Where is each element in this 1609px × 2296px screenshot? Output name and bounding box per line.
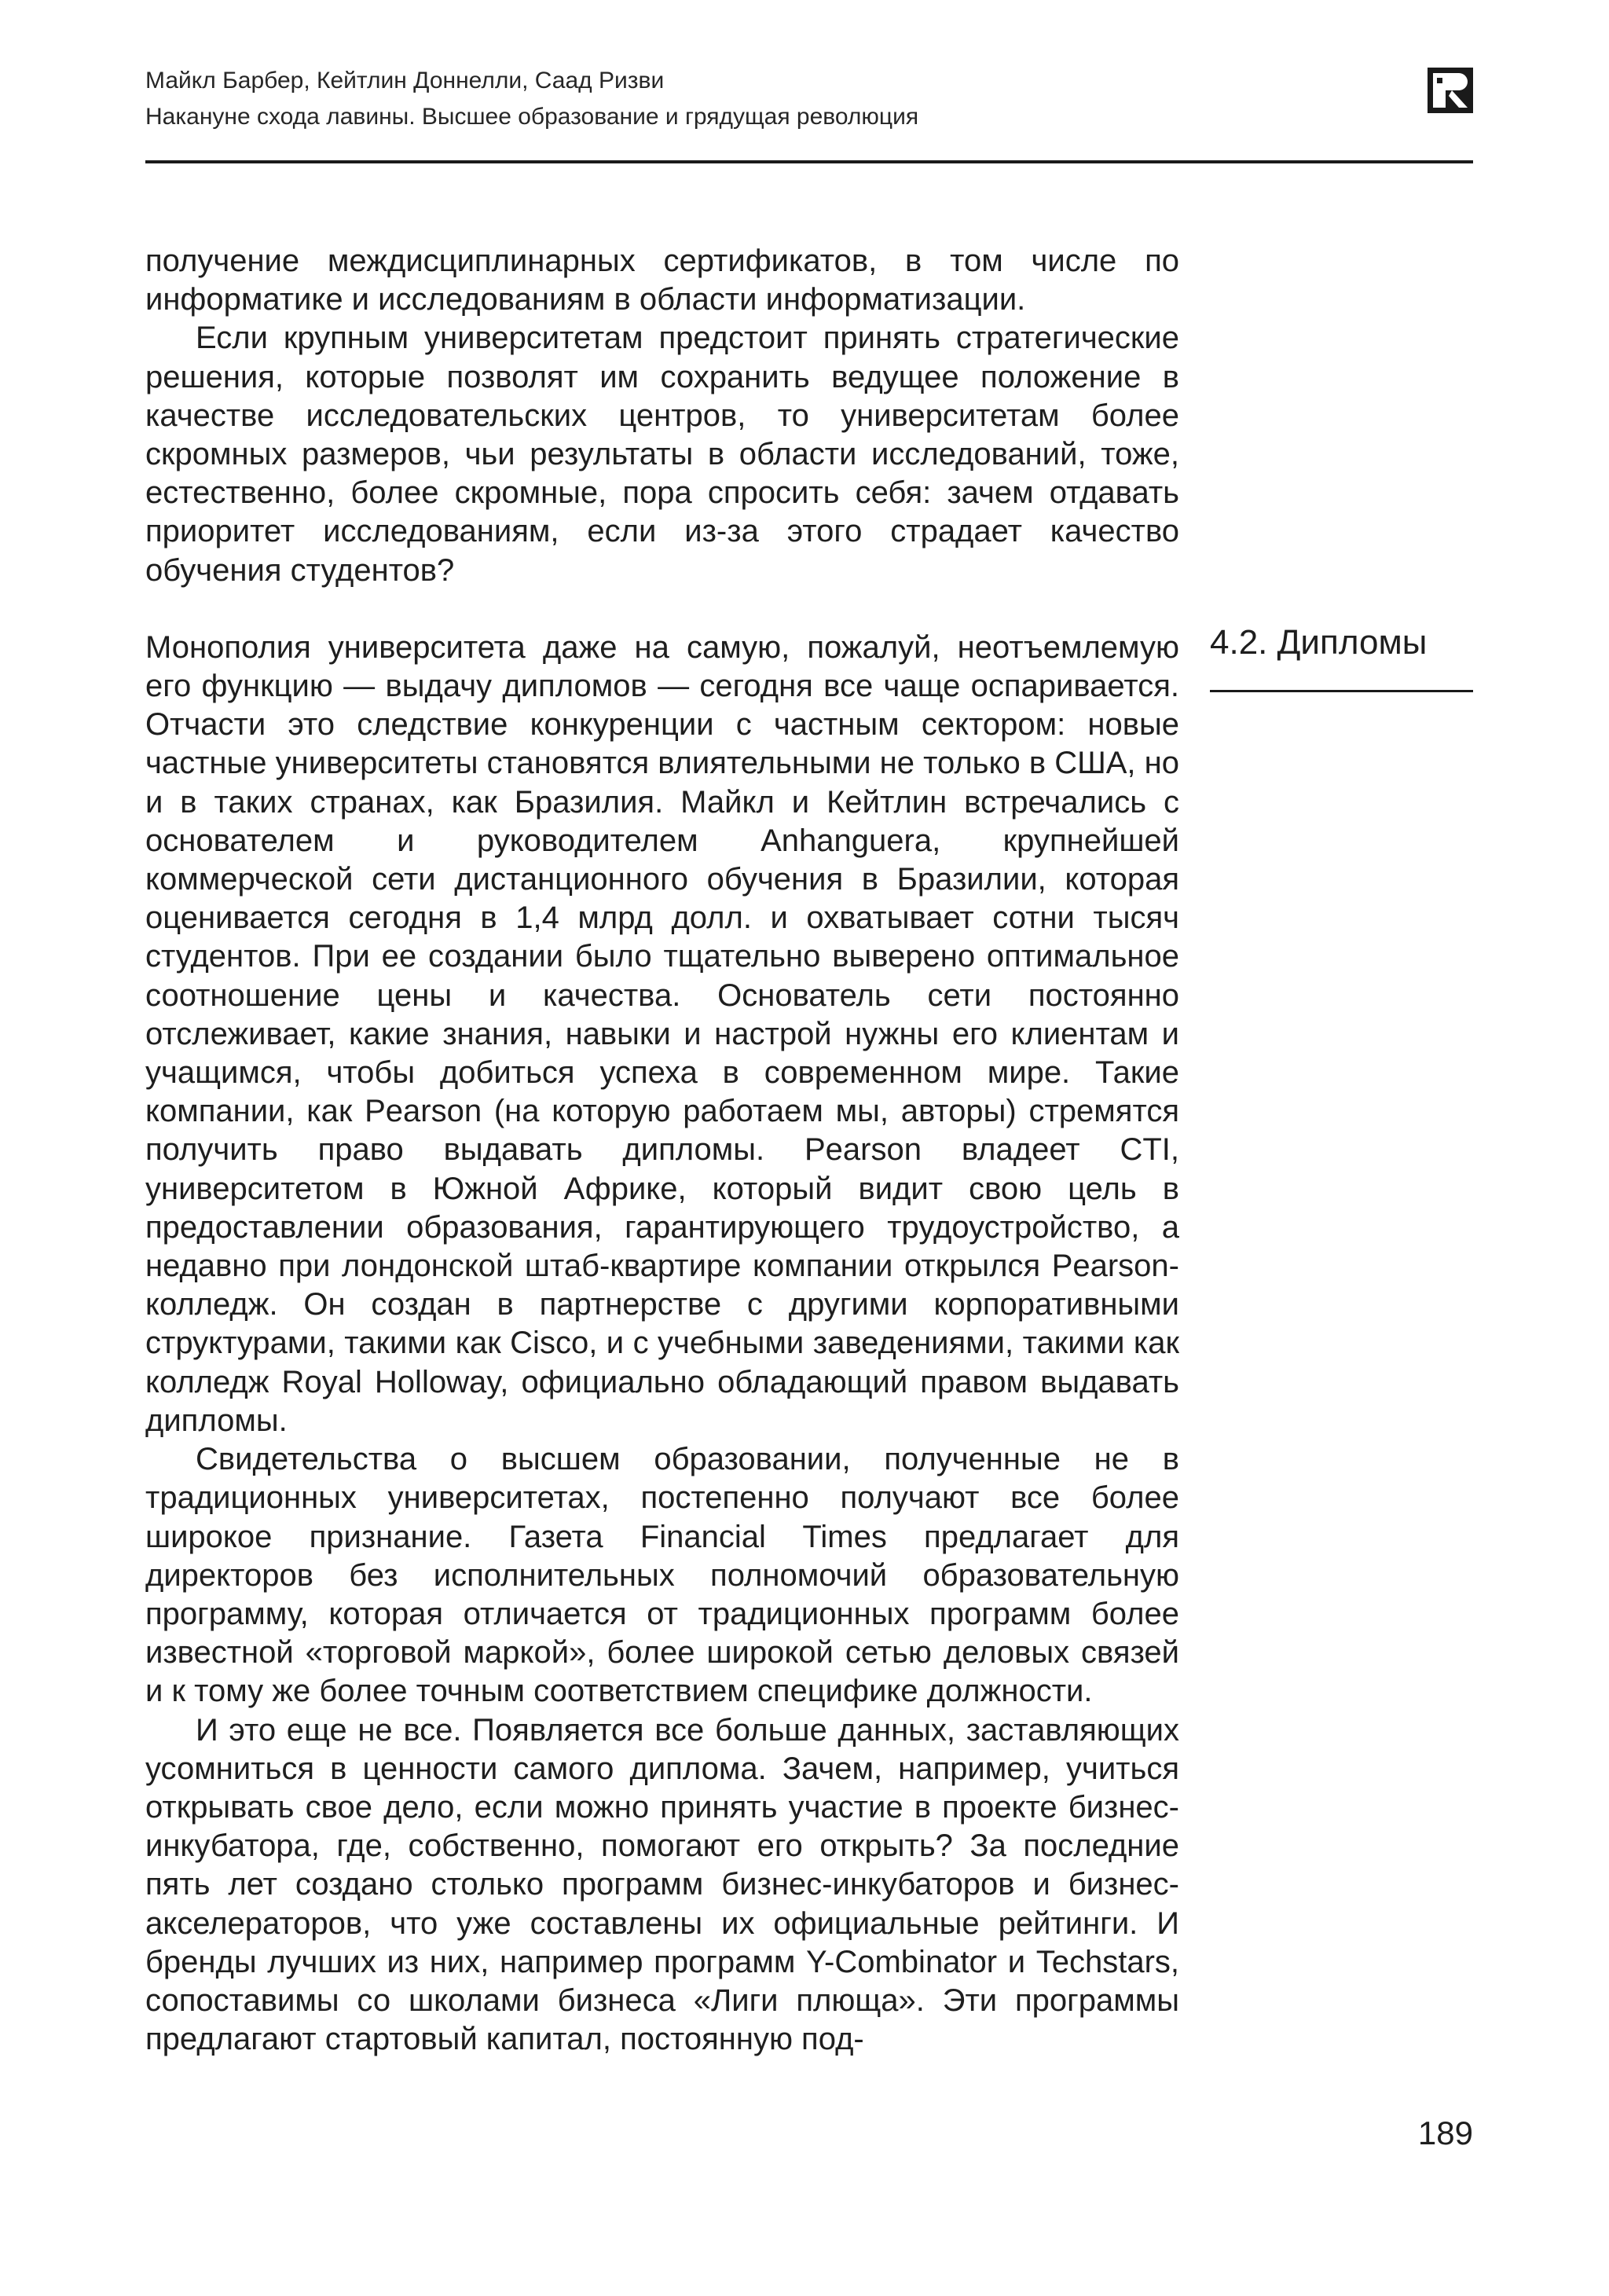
paragraph: получение междисциплинарных сертификатов, в том числе по информатике и исследованиям в области информатизации. [145,244,1179,317]
paragraph: Монополия университета даже на самую, пожалуй, неотъемлемую его функцию — выдачу дипломов — сегодня все чаще оспаривается. Отчасти это следствие конкуренции с частным сектором: новые частные университеты становятся влиятельными не только в США, но и в таких странах, как Бразилия. Майкл и Кейтлин встречались с основателем и руководителем Anhanguera, крупнейшей коммерческой сети дистанционного обучения в Бразилии, которая оценивается сегодня в 1,4 млрд долл. и охватывает сотни тысяч студентов. При ее создании было тщательно выверено оптимальное соотношение цены и качества. Основатель сети постоянно отслеживает, какие знания, навыки и настрой нужны его клиентам и учащимся, чтобы добиться успеха в современном мире. Такие компании, как Pearson (на которую работаем мы, авторы) стремятся получить право выдавать дипломы. Pearson владеет CTI, университетом в Южной Африке, который видит свою цель в предоставлении образования, гарантирующего трудоустройство, а недавно при лондонской штаб-квартире компании открылся Pearson-колледж. Он создан в партнерстве с другими корпоративными структурами, такими как Cisco, и с учебными заведениями, такими как колледж Royal Holloway, официально обладающий правом выдавать дипломы. [145,629,1179,1438]
paragraph: Свидетельства о высшем образовании, полученные не в традиционных университетах, постепенно получают все более широкое признание. Газета Financial Times предлагает для директоров без исполнительных полномочий образовательную программу, которая отличается от традиционных программ более известной «торговой маркой», более широкой сетью деловых связей и к тому же более точным соответствием специфике должности. [145,1442,1179,1709]
publisher-logo-icon [1428,68,1473,113]
main-text [145,242,1179,2059]
paragraph: И это еще не все. Появляется все больше данных, заставляющих усомниться в ценности самого диплома. Зачем, например, учиться открывать свое дело, если можно принять участие в проекте бизнес-инкубатора, где, собственно, помогают его открыть? За последние пять лет создано столько программ бизнес-инкубаторов и бизнес-акселераторов, что уже составлены их официальные рейтинги. И бренды лучших из них, например программ Y-Combinator и Techstars, сопоставимы со школами бизнеса «Лиги плюща». Эти программы предлагают стартовый капитал, постоянную под- [145,1712,1179,2057]
header-rule [145,160,1473,163]
section-heading-rule [1210,690,1473,692]
header-authors: Майкл Барбер, Кейтлин Доннелли, Саад Ризви [145,68,665,94]
paragraph: Если крупным университетам предстоит принять стратегические решения, которые позволят им сохранить ведущее положение в качестве исследовательских центров, то университетам более скромных размеров, чьи результаты в области исследований, тоже, естественно, более скромные, пора спросить себя: зачем отдавать приоритет исследованиям, если из-за этого страдает качество обучения студентов? [145,321,1179,588]
running-header [145,63,1473,135]
page-number: 189 [1417,2114,1473,2151]
section-heading: 4.2. Дипломы [1210,623,1428,662]
header-book-title: Накануне схода лавины. Высшее образование и грядущая революция [145,104,919,130]
